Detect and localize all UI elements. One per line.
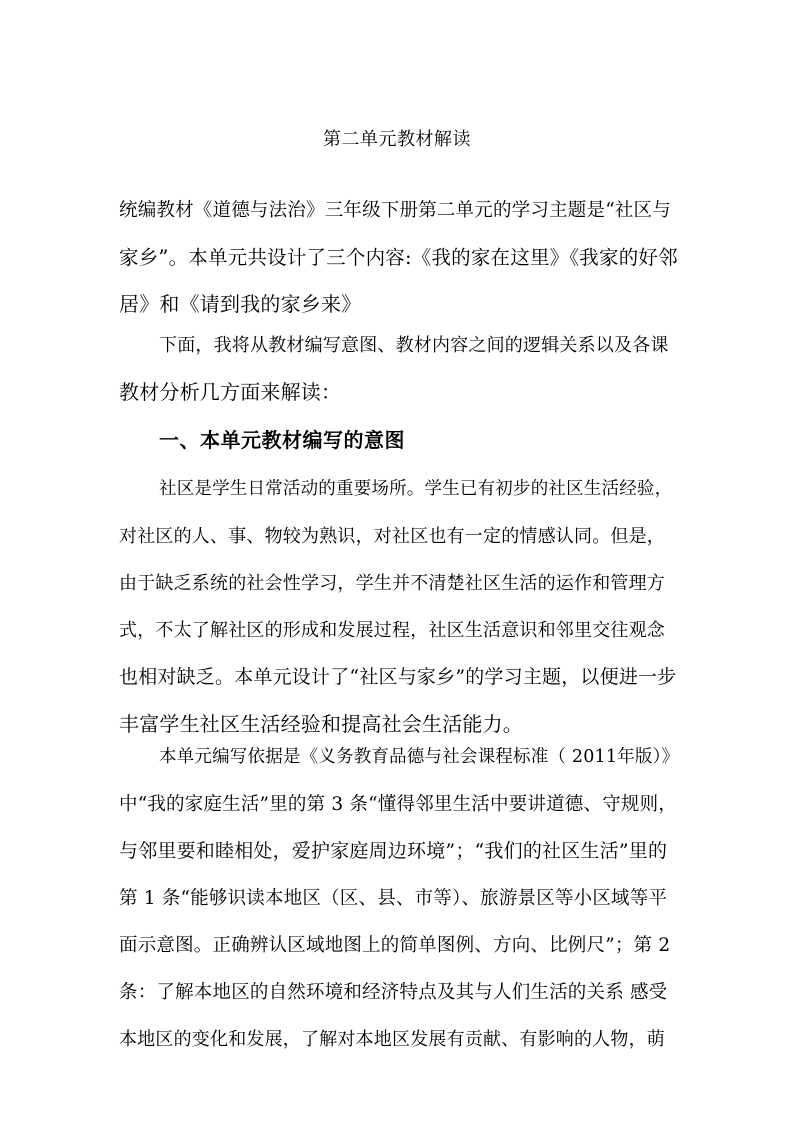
paragraph-line: 也相对缺乏。本单元设计了“社区与家乡”的学习主题，以便进一步 bbox=[119, 666, 677, 688]
paragraph-line: 对社区的人、事、物较为熟识，对社区也有一定的情感认同。但是， bbox=[119, 526, 665, 547]
intent-paragraph bbox=[119, 466, 679, 748]
paragraph-line: 中“我的家庭生活”里的第 3 条“懂得邻里生活中要讲道德、守规则， bbox=[119, 794, 678, 815]
paragraph-line: 本单元编写依据是《义务教育品德与社会课程标准（ 2011年版）》 bbox=[159, 747, 680, 767]
method-paragraph bbox=[119, 322, 679, 416]
paragraph-line: 本地区的变化和发展，了解对本地区发展有贡献、有影响的人物，萌 bbox=[119, 1029, 665, 1050]
paragraph-line: 与邻里要和睦相处，爱护家庭周边环境”；“我们的社区生活”里的 bbox=[119, 840, 668, 862]
paragraph-line: 由于缺乏系统的社会性学习，学生并不清楚社区生活的运作和管理方 bbox=[119, 573, 665, 594]
paragraph-line: 式，不太了解社区的形成和发展过程，社区生活意识和邻里交往观念 bbox=[119, 620, 665, 641]
document-title: 第二单元教材解读 bbox=[323, 129, 471, 150]
section-heading: 一、本单元教材编写的意图 bbox=[159, 428, 405, 452]
paragraph-line: 第 1 条“能够识读本地区（区、县、市等）、旅游景区等小区域等平 bbox=[119, 888, 668, 909]
paragraph-line: 社区是学生日常活动的重要场所。学生已有初步的社区生活经验， bbox=[159, 479, 673, 499]
paragraph-line: 下面，我将从教材编写意图、教材内容之间的逻辑关系以及各课 bbox=[159, 335, 669, 356]
paragraph-line: 面示意图。正确辨认区域地图上的简单图例、方向、比例尺”；第 2 bbox=[119, 935, 671, 956]
basis-paragraph bbox=[119, 734, 679, 1063]
paragraph-line: 教材分析几方面来解读： bbox=[119, 380, 342, 404]
paragraph-line: 家乡”。本单元共设计了三个内容:《我的家在这里》《我家的好邻 bbox=[119, 246, 678, 269]
paragraph-line: 条：了解本地区的自然环境和经济特点及其与人们生活的关系 感受 bbox=[119, 982, 668, 1003]
intro-paragraph bbox=[119, 187, 679, 328]
paragraph-line: 丰富学生社区生活经验和提高社会生活能力。 bbox=[119, 712, 523, 736]
paragraph-line: 统编教材《道德与法治》三年级下册第二单元的学习主题是“社区与 bbox=[119, 200, 671, 221]
paragraph-line: 居》和《请到我的家乡来》 bbox=[119, 292, 362, 316]
